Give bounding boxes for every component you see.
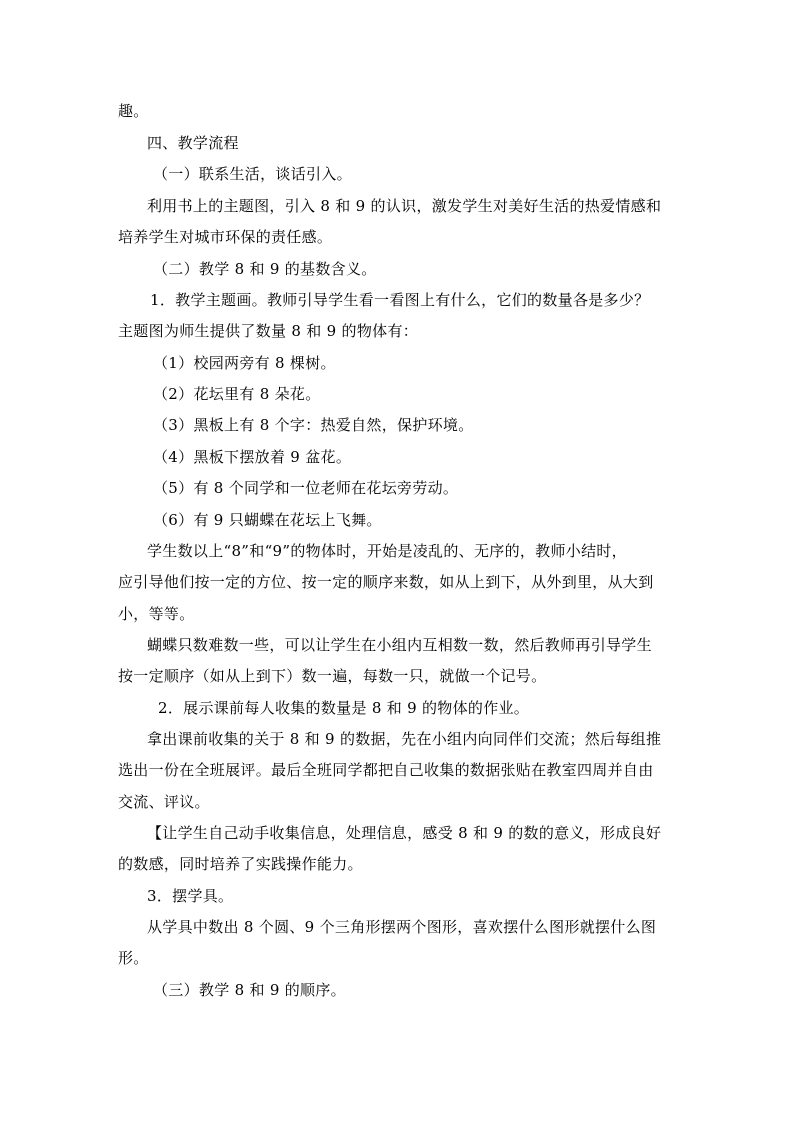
paragraph-line: 拿出课前收集的关于 8 和 9 的数据，先在小组内向同伴们交流；然后每组推 (147, 730, 662, 748)
paragraph-line: 培养学生对城市环保的责任感。 (118, 228, 333, 246)
list-item: （6）有 9 只蝴蝶在花坛上飞舞。 (153, 511, 382, 529)
paragraph-line: 3．摆学具。 (147, 887, 234, 905)
list-item: （4）黑板下摆放着 9 盆花。 (153, 448, 352, 466)
subsection-heading: （一）联系生活，谈话引入。 (153, 165, 352, 183)
paragraph-line: 形。 (118, 949, 149, 967)
paragraph-line: 应引导他们按一定的方位、按一定的顺序来数，如从上到下，从外到里，从大到 (118, 573, 654, 591)
paragraph-line: 交流、评议。 (118, 793, 210, 811)
paragraph-line: 小，等等。 (118, 605, 195, 623)
list-item: （3）黑板上有 8 个字：热爱自然，保护环境。 (153, 416, 474, 434)
paragraph-line: 从学具中数出 8 个圆、9 个三角形摆两个图形，喜欢摆什么图形就摆什么图 (147, 918, 657, 936)
paragraph-line: 主题图为师生提供了数量 8 和 9 的物体有： (118, 322, 419, 340)
paragraph-line: 蝴蝶只数难数一些，可以让学生在小组内互相数一数，然后教师再引导学生 (147, 636, 652, 654)
paragraph-line: 学生数以上“8”和“9”的物体时，开始是凌乱的、无序的，教师小结时， (147, 542, 627, 560)
subsection-heading: （三）教学 8 和 9 的顺序。 (153, 981, 346, 999)
paragraph-line: 利用书上的主题图，引入 8 和 9 的认识，激发学生对美好生活的热爱情感和 (147, 197, 662, 215)
paragraph-line: 【让学生自己动手收集信息，处理信息，感受 8 和 9 的数的意义，形成良好 (147, 824, 662, 842)
paragraph-line: 2．展示课前每人收集的数量是 8 和 9 的物体的作业。 (158, 699, 530, 717)
list-item: （2）花坛里有 8 朵花。 (153, 385, 321, 403)
list-item: （5）有 8 个同学和一位老师在花坛旁劳动。 (153, 479, 459, 497)
list-item: （1）校园两旁有 8 棵树。 (153, 354, 336, 372)
paragraph-line: 选出一份在全班展评。最后全班同学都把自己收集的数据张贴在教室四周并自由 (118, 761, 654, 779)
paragraph-line: 的数感，同时培养了实践操作能力。 (118, 855, 363, 873)
section-heading: 四、教学流程 (147, 134, 239, 152)
text-line: 趣。 (118, 102, 149, 120)
subsection-heading: （二）教学 8 和 9 的基数含义。 (153, 260, 377, 278)
paragraph-line: 1．教学主题画。教师引导学生看一看图上有什么，它们的数量各是多少？ (150, 291, 650, 309)
paragraph-line: 按一定顺序（如从上到下）数一遍，每数一只，就做一个记号。 (118, 667, 547, 685)
